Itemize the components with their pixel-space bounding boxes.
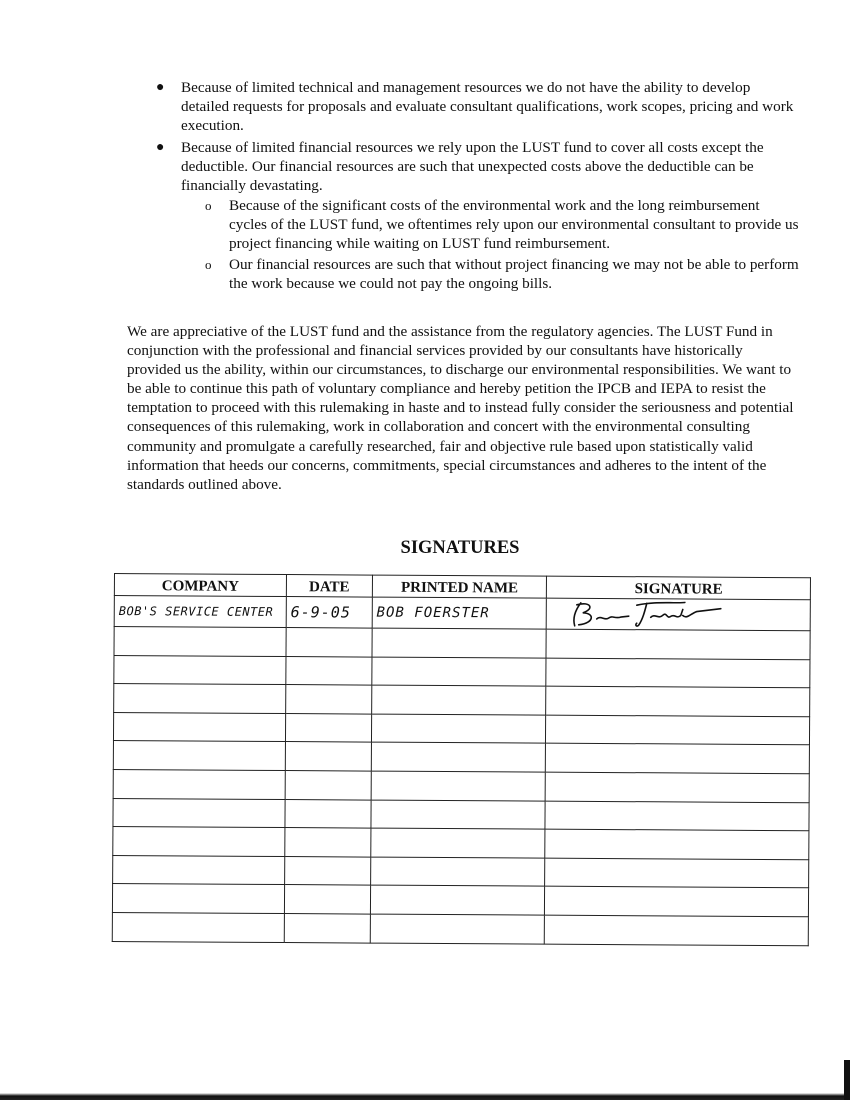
date-cell[interactable] bbox=[285, 742, 371, 771]
column-header-signature: SIGNATURE bbox=[547, 576, 811, 600]
date-cell[interactable] bbox=[284, 913, 370, 942]
table-row bbox=[114, 655, 810, 688]
printed-name-cell[interactable] bbox=[371, 714, 546, 744]
bullet-text: Because of limited financial resources we rely upon the LUST fund to cover all costs except the deductible. Our financial resources are such that unexpected costs above the deductible can be financially devastating. bbox=[181, 139, 764, 194]
handwritten-printed-name: BOB FOERSTER bbox=[376, 604, 490, 622]
printed-name-cell[interactable] bbox=[372, 657, 547, 687]
column-header-company: COMPANY bbox=[114, 574, 286, 597]
company-cell[interactable] bbox=[113, 827, 285, 857]
company-cell[interactable] bbox=[112, 884, 284, 914]
table-row bbox=[114, 684, 810, 717]
scan-corner-edge bbox=[844, 1060, 850, 1100]
handwritten-date: 6-9-05 bbox=[290, 602, 351, 621]
signature-cell[interactable] bbox=[546, 686, 810, 716]
bullet-list bbox=[155, 78, 800, 296]
date-cell[interactable] bbox=[285, 799, 371, 828]
signature-cell[interactable] bbox=[545, 829, 809, 859]
date-cell[interactable] bbox=[285, 856, 371, 885]
hollow-circle-icon: o bbox=[205, 198, 212, 213]
company-cell[interactable] bbox=[113, 741, 285, 771]
company-cell[interactable] bbox=[114, 684, 286, 714]
signature-cell[interactable] bbox=[545, 886, 809, 916]
date-cell[interactable] bbox=[285, 771, 371, 800]
signature-cell[interactable] bbox=[546, 772, 810, 802]
bullet-item-resources bbox=[155, 78, 800, 135]
printed-name-cell[interactable] bbox=[371, 771, 546, 801]
sub-bullet-item-financing bbox=[205, 196, 800, 253]
signature-cell[interactable] bbox=[547, 598, 811, 631]
bullet-icon: ● bbox=[156, 80, 165, 95]
table-row bbox=[113, 855, 809, 888]
table-row bbox=[112, 912, 808, 945]
table-row bbox=[113, 741, 809, 774]
printed-name-cell[interactable] bbox=[372, 628, 547, 658]
table-row bbox=[112, 884, 808, 917]
handwritten-signature-image bbox=[551, 599, 731, 630]
company-cell[interactable] bbox=[113, 798, 285, 828]
signature-cell[interactable] bbox=[545, 801, 809, 831]
signature-cell[interactable] bbox=[546, 629, 810, 659]
column-header-date: DATE bbox=[286, 575, 372, 598]
printed-name-cell[interactable] bbox=[371, 742, 546, 772]
company-cell[interactable] bbox=[112, 912, 284, 942]
table-row bbox=[113, 769, 809, 802]
appreciation-paragraph: We are appreciative of the LUST fund and the assistance from the regulatory agencies. The LUST Fund in conjunction with the professional and financial services provided by our consultants have historically provided us the ability, within our circumstances, to discharge our environmental responsibilities. We want to be able to continue this path of voluntary compliance and hereby petition the IPCB and IEPA to resist the temptation to proceed with this rulemaking in haste and to instead fully consider the seriousness and potential consequences of this rulemaking, work in collaboration and concert with the environmental consulting community and promulgate a carefully researched, fair and objective rule based upon statistically valid information that heeds our concerns, commitments, special circumstances and adheres to the intent of the standards outlined above. bbox=[127, 323, 794, 493]
signature-cell[interactable] bbox=[546, 744, 810, 774]
printed-name-cell[interactable] bbox=[372, 597, 547, 629]
column-header-printed-name: PRINTED NAME bbox=[372, 575, 547, 598]
signature-cell[interactable] bbox=[546, 658, 810, 688]
company-cell[interactable] bbox=[114, 627, 286, 657]
date-cell[interactable] bbox=[286, 685, 372, 714]
bullet-item-financial bbox=[155, 138, 800, 293]
table-row bbox=[113, 712, 809, 745]
signature-cell[interactable] bbox=[545, 858, 809, 888]
date-cell[interactable] bbox=[285, 828, 371, 857]
table-row bbox=[114, 627, 810, 660]
date-cell[interactable] bbox=[284, 885, 370, 914]
company-cell[interactable] bbox=[113, 769, 285, 799]
sub-bullet-text: Because of the significant costs of the environmental work and the long reimbursement cycles of the LUST fund, we oftentimes rely upon our environmental consultant to provide us project financing while waiting on LUST fund reimbursement. bbox=[229, 197, 799, 252]
printed-name-cell[interactable] bbox=[370, 857, 545, 887]
sub-bullet-list bbox=[205, 196, 800, 293]
signature-cell[interactable] bbox=[545, 915, 809, 945]
date-cell[interactable] bbox=[286, 597, 372, 629]
scan-bottom-edge bbox=[0, 1090, 850, 1100]
signature-table bbox=[112, 573, 811, 946]
table-row bbox=[113, 827, 809, 860]
printed-name-cell[interactable] bbox=[371, 685, 546, 715]
date-cell[interactable] bbox=[286, 656, 372, 685]
table-row bbox=[113, 798, 809, 831]
company-cell[interactable] bbox=[113, 855, 285, 885]
signatures-heading: SIGNATURES bbox=[400, 538, 520, 558]
date-cell[interactable] bbox=[285, 713, 371, 742]
printed-name-cell[interactable] bbox=[370, 885, 545, 915]
printed-name-cell[interactable] bbox=[371, 828, 546, 858]
handwritten-company: BOB'S SERVICE CENTER bbox=[118, 604, 274, 619]
signature-cell[interactable] bbox=[546, 715, 810, 745]
date-cell[interactable] bbox=[286, 628, 372, 657]
bullet-icon: ● bbox=[156, 140, 165, 155]
company-cell[interactable] bbox=[114, 655, 286, 685]
company-cell[interactable] bbox=[114, 596, 286, 628]
bullet-text: Because of limited technical and management resources we do not have the ability to develop detailed requests for proposals and evaluate consultant qualifications, work scopes, pricing and work execution. bbox=[181, 79, 794, 134]
hollow-circle-icon: o bbox=[205, 257, 212, 272]
sub-bullet-text: Our financial resources are such that without project financing we may not be able to perform the work because we could not pay the ongoing bills. bbox=[229, 256, 799, 292]
printed-name-cell[interactable] bbox=[371, 800, 546, 830]
printed-name-cell[interactable] bbox=[370, 914, 545, 944]
company-cell[interactable] bbox=[113, 712, 285, 742]
table-row bbox=[114, 596, 810, 631]
sub-bullet-item-bills bbox=[205, 255, 800, 293]
